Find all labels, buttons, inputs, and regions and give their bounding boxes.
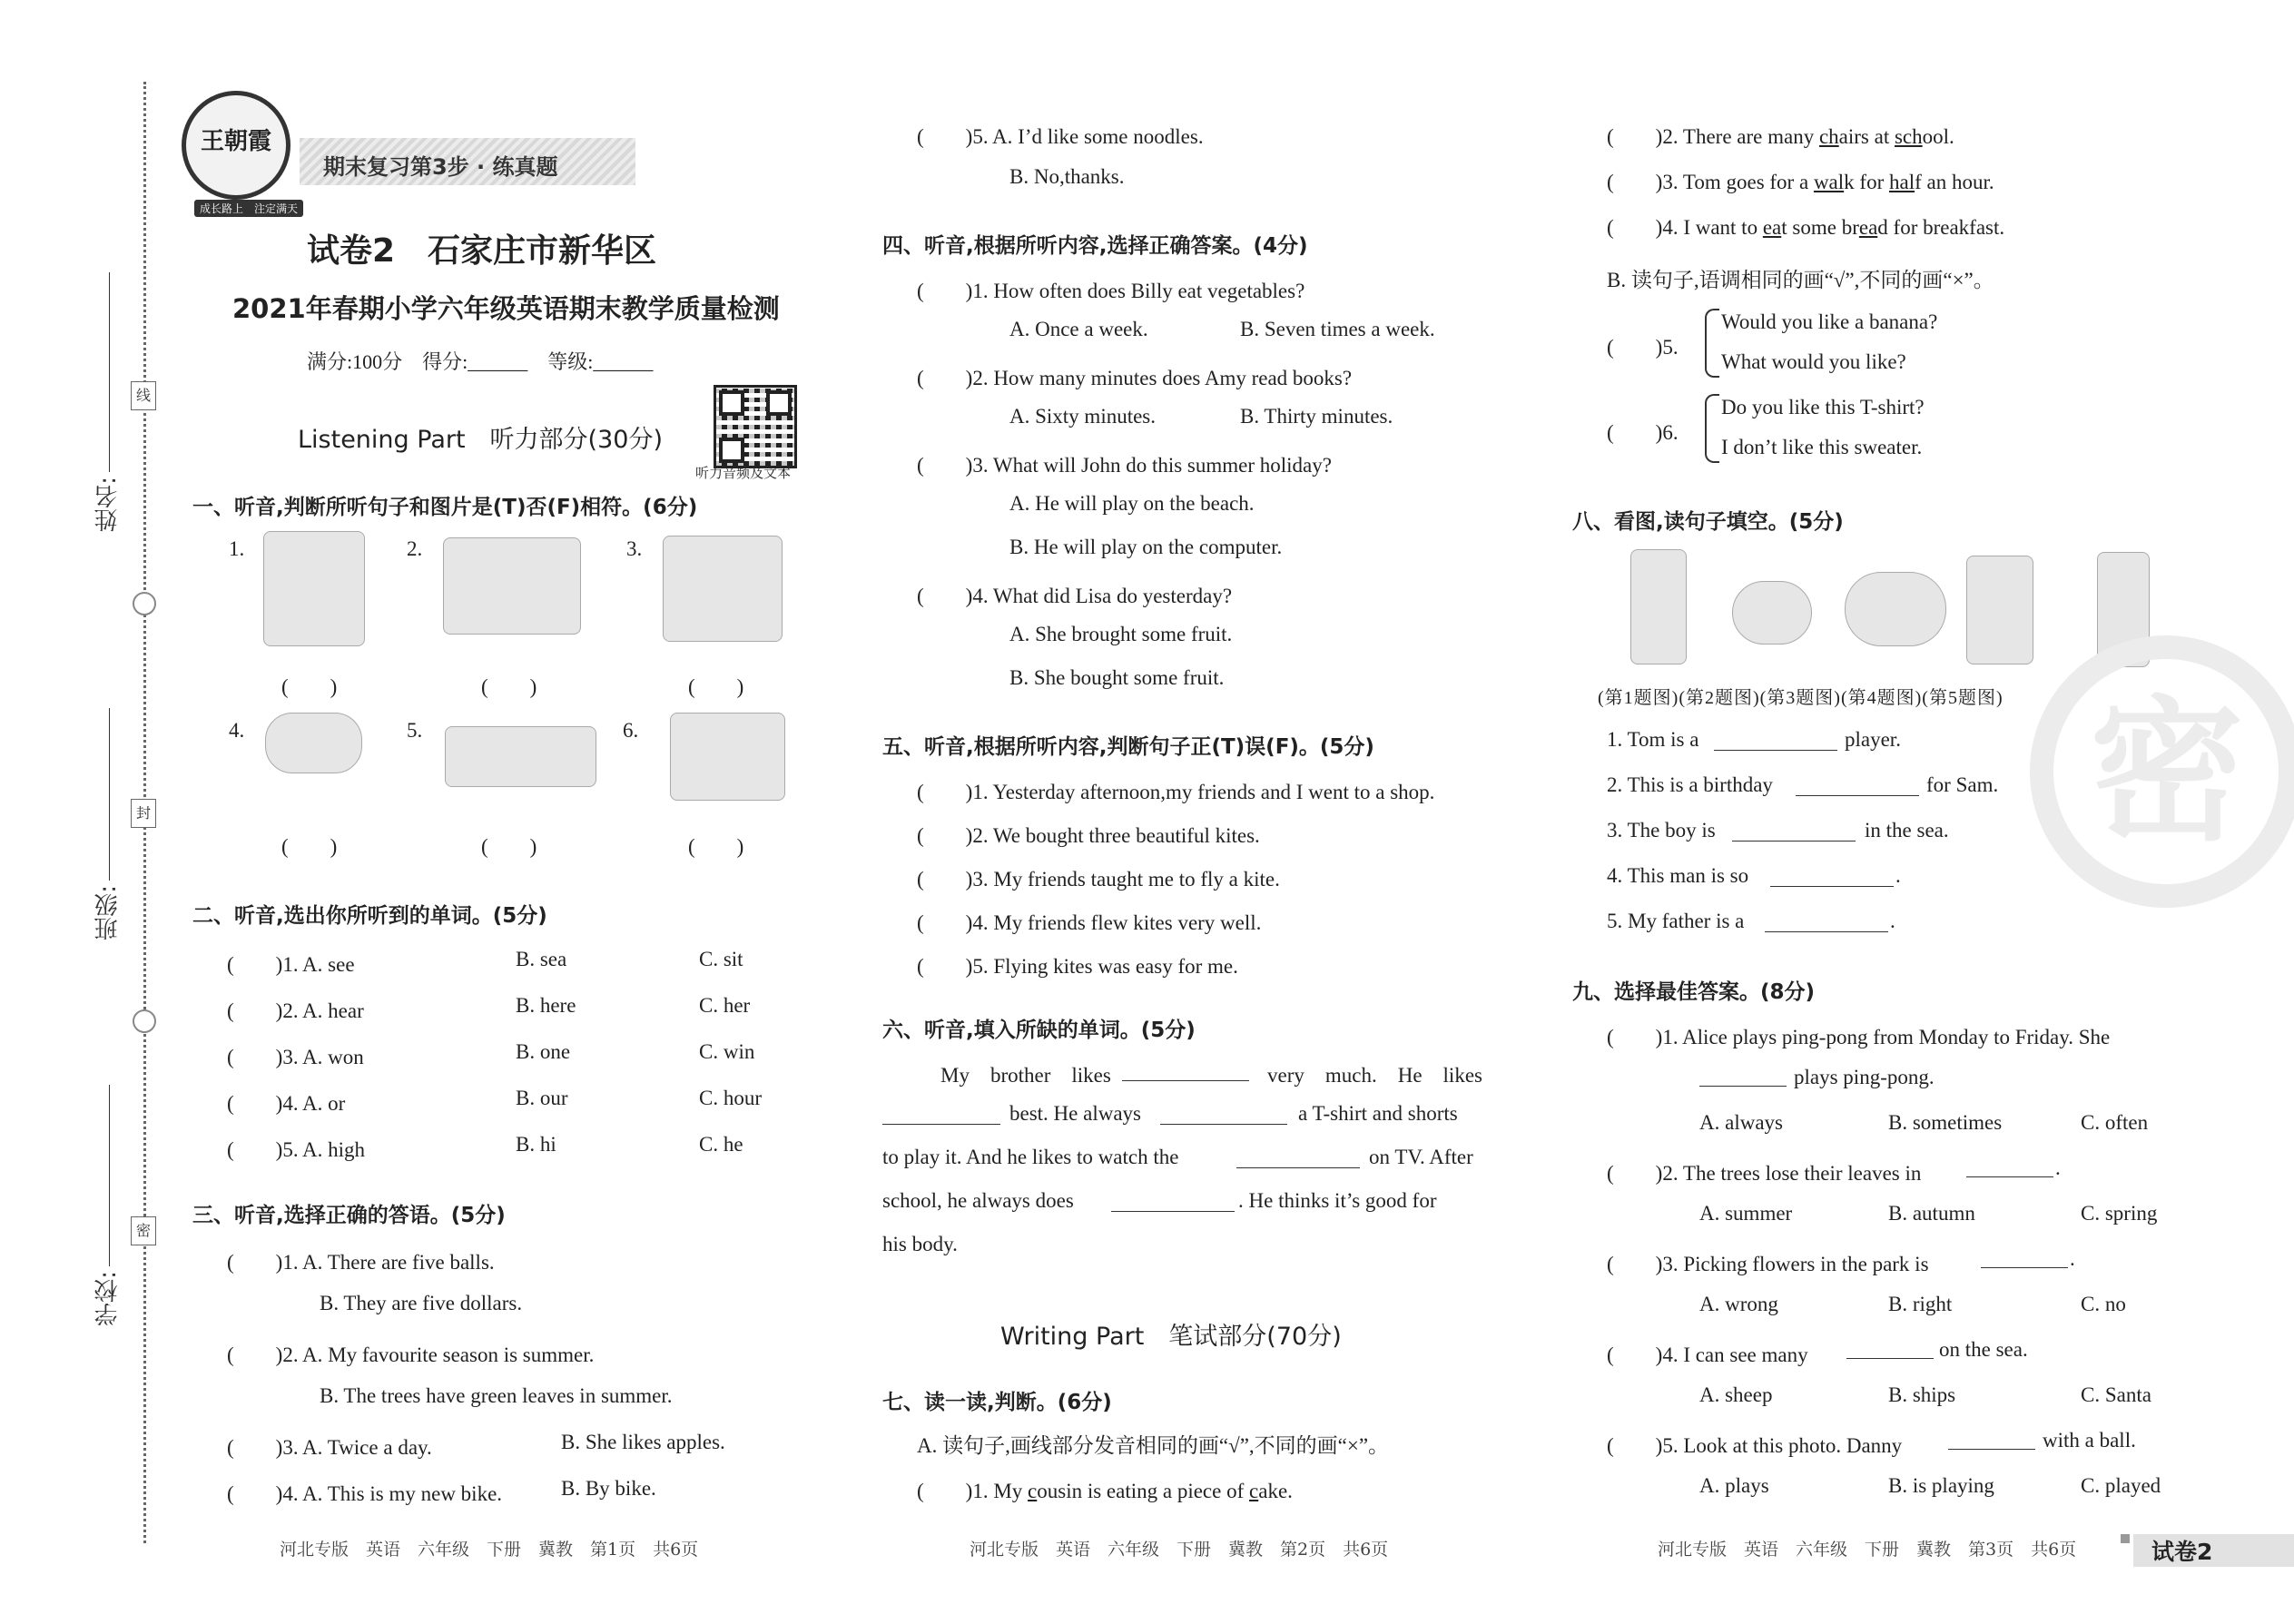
section-1-title: 一、听音,判断所听句子和图片是(T)否(F)相符。(6分) [192,496,698,519]
paper-subtitle: 2021年春期小学六年级英语期末教学质量检测 [232,293,780,324]
watermark-seal-glyph: 密 [2090,683,2245,862]
qr-caption: 听力音频及文本 [695,467,792,481]
footer-page-1: 河北专版 英语 六年级 下册 冀教 第1页 共6页 [280,1540,699,1560]
s4-q4-b: B. She bought some fruit. [1009,666,1225,689]
s6-line4-b: . He thinks it’s good for [1238,1189,1437,1212]
s2-q2-b: B. here [516,994,576,1017]
binding-knot-2 [133,1009,156,1033]
s3-q4[interactable]: ( )4. A. This is my new bike. [227,1482,503,1505]
s9-blank-4[interactable] [1846,1358,1934,1359]
s7-q3[interactable]: ( )3. Tom goes for a walk for half an hour. [1607,171,1994,193]
s8-q5-b: . [1890,910,1895,932]
pic-num-4: 4. [229,719,245,742]
s9-blank-3[interactable] [1981,1267,2068,1268]
s3-q1[interactable]: ( )1. A. There are five balls. [227,1251,495,1274]
s6-blank-3[interactable] [1160,1124,1287,1125]
s8-q4-b: . [1895,864,1901,887]
s9-q1-b: plays ping-pong. [1794,1066,1935,1088]
s9-q1-opt-a: A. always [1699,1111,1783,1134]
s9-q4[interactable]: ( )4. I can see many [1607,1343,1808,1366]
s9-q4-opt-a: A. sheep [1699,1383,1773,1406]
s4-q3-b: B. He will play on the computer. [1009,536,1283,558]
s2-q1-b: B. sea [516,948,567,970]
answer-paren-1[interactable]: ( ) [281,675,338,698]
s2-q4[interactable]: ( )4. A. or [227,1092,346,1115]
picture-strong-man [1966,556,2033,664]
pic-num-2: 2. [407,537,423,560]
s7-q5[interactable]: ( )5. [1607,336,1679,359]
s4-q4[interactable]: ( )4. What did Lisa do yesterday? [917,585,1233,607]
s3-q3[interactable]: ( )3. A. Twice a day. [227,1436,432,1459]
brand-logo [182,91,290,200]
s6-line3-a: to play it. And he likes to watch the [882,1146,1179,1168]
s9-q5[interactable]: ( )5. Look at this photo. Danny [1607,1434,1903,1457]
pic-num-6: 6. [623,719,639,742]
s7-q6-brace [1705,394,1719,463]
s9-q2-opt-b: B. autumn [1888,1202,1975,1225]
s9-q3-end: . [2070,1247,2075,1270]
s4-q3[interactable]: ( )3. What will John do this summer holiday? [917,454,1332,477]
class-field-line [109,708,110,881]
s8-q1-b: player. [1845,728,1901,751]
s8-q1-a: 1. Tom is a [1607,728,1699,751]
s5-q3[interactable]: ( )3. My friends taught me to fly a kite. [917,868,1280,891]
s8-blank-2[interactable] [1796,795,1919,796]
picture-boy-swimming [443,537,581,635]
section-7-title: 七、读一读,判断。(6分) [882,1391,1112,1414]
s3-q2-b: B. The trees have green leaves in summer. [320,1384,673,1407]
seal-mark-1: 线 [131,381,156,410]
s9-q3-opt-a: A. wrong [1699,1293,1778,1315]
s8-q2-b: for Sam. [1926,773,1999,796]
pic-num-3: 3. [626,537,643,560]
s7-q6-b: I don’t like this sweater. [1721,436,1923,458]
s4-q3-a: A. He will play on the beach. [1009,492,1255,515]
s6-blank-2[interactable] [882,1124,1000,1125]
name-label: 姓名: [94,477,122,532]
s5-q5[interactable]: ( )5. Flying kites was easy for me. [917,955,1238,978]
s4-q4-a: A. She brought some fruit. [1009,623,1233,645]
s3-q2[interactable]: ( )2. A. My favourite season is summer. [227,1343,595,1366]
s9-q1[interactable]: ( )1. Alice plays ping-pong from Monday to Friday. She [1607,1026,2111,1048]
s9-q2[interactable]: ( )2. The trees lose their leaves in [1607,1162,1922,1185]
s9-q4-end: on the sea. [1939,1338,2028,1361]
answer-paren-6[interactable]: ( ) [688,835,744,858]
school-label: 学校: [94,1271,122,1326]
answer-paren-4[interactable]: ( ) [281,835,338,858]
section-3-title: 三、听音,选择正确的答语。(5分) [192,1204,506,1227]
s9-q5-opt-c: C. played [2081,1474,2161,1497]
footer-page-3: 河北专版 英语 六年级 下册 冀教 第3页 共6页 [1658,1540,2077,1560]
picture-girl-ball [263,531,365,646]
listening-part-title: Listening Part 听力部分(30分) [298,426,663,454]
s3-q4-b: B. By bike. [561,1477,656,1500]
pic-num-5: 5. [407,719,423,742]
s6-line1-a: My brother likes [940,1064,1111,1087]
s4-q2[interactable]: ( )2. How many minutes does Amy read books? [917,367,1353,389]
seal-mark-3: 密 [131,1216,156,1245]
s7-q6[interactable]: ( )6. [1607,421,1679,444]
s9-q3[interactable]: ( )3. Picking flowers in the park is [1607,1253,1929,1275]
s9-q3-opt-c: C. no [2081,1293,2126,1315]
s2-q5-c: C. he [699,1133,743,1156]
s8-q4-a: 4. This man is so [1607,864,1749,887]
class-label: 班级: [94,885,122,940]
picture-swimming-boy [1845,572,1946,646]
s4-q1[interactable]: ( )1. How often does Billy eat vegetables? [917,280,1305,302]
name-field-line [109,272,110,472]
s9-q2-opt-a: A. summer [1699,1202,1793,1225]
qr-code[interactable] [714,385,797,468]
watermark-seal [2030,635,2294,908]
s7-q2[interactable]: ( )2. There are many chairs at school. [1607,125,1954,148]
s8-blank-5[interactable] [1765,931,1888,932]
answer-paren-3[interactable]: ( ) [688,675,744,698]
s6-line3-b: on TV. After [1369,1146,1473,1168]
s7-b-instruction: B. 读句子,语调相同的画“√”,不同的画“×”。 [1607,269,1994,291]
s9-q5-end: with a ball. [2043,1429,2136,1452]
seal-mark-2: 封 [131,799,156,828]
s8-blank-4[interactable] [1770,886,1894,887]
paper-title: 试卷2 石家庄市新华区 [307,232,657,270]
section-2-title: 二、听音,选出你所听到的单词。(5分) [192,904,547,928]
picture-basketball-player [1630,549,1687,664]
s9-q2-opt-c: C. spring [2081,1202,2158,1225]
s2-q3-b: B. one [516,1040,571,1063]
school-field-line [109,1085,110,1266]
s8-q5-a: 5. My father is a [1607,910,1745,932]
s9-q1-opt-c: C. often [2081,1111,2149,1134]
s6-blank-4[interactable] [1236,1167,1360,1168]
s6-line2-b: a T-shirt and shorts [1298,1102,1458,1125]
s8-picture-captions: (第1题图)(第2题图)(第3题图)(第4题图)(第5题图) [1598,688,2004,708]
s9-q3-opt-b: B. right [1888,1293,1953,1315]
s8-blank-3[interactable] [1732,841,1856,842]
s5-q2[interactable]: ( )2. We bought three beautiful kites. [917,824,1260,847]
picture-cookies [265,713,362,773]
s4-q2-b: B. Thirty minutes. [1240,405,1393,428]
s5-q4[interactable]: ( )4. My friends flew kites very well. [917,911,1262,934]
s9-q5-opt-b: B. is playing [1888,1474,1994,1497]
s2-q3[interactable]: ( )3. A. won [227,1046,364,1068]
section-9-title: 九、选择最佳答案。(8分) [1572,980,1816,1004]
s6-line4-a: school, he always does [882,1189,1074,1212]
s9-q2-end: . [2055,1156,2061,1179]
s9-q5-opt-a: A. plays [1699,1474,1769,1497]
picture-birthday-cake [1732,581,1812,645]
paper-tag: 试卷2 [2151,1539,2213,1565]
logo-text: 王朝霞 [200,128,271,155]
tag-square-mark [2121,1534,2130,1543]
footer-page-2: 河北专版 英语 六年级 下册 冀教 第2页 共6页 [970,1540,1389,1560]
s2-q5[interactable]: ( )5. A. high [227,1138,366,1161]
s2-q4-b: B. our [516,1087,568,1109]
picture-bus [445,726,596,787]
picture-snowman-sun [663,536,783,642]
s7-q4[interactable]: ( )4. I want to eat some bread for breakfast. [1607,216,2005,239]
binding-knot-1 [133,592,156,615]
s2-q1[interactable]: ( )1. A. see [227,953,355,976]
section-5-title: 五、听音,根据所听内容,判断句子正(T)误(F)。(5分) [882,735,1374,759]
s9-q4-opt-c: C. Santa [2081,1383,2151,1406]
s6-blank-1[interactable] [1122,1080,1249,1081]
s8-q2-a: 2. This is a birthday [1607,773,1773,796]
s2-q2-c: C. her [699,994,751,1017]
pic-num-1: 1. [229,537,245,560]
s9-blank-5[interactable] [1948,1449,2035,1450]
banner-text: 期末复习第3步 · 练真题 [323,154,558,180]
s7-q5-b: What would you like? [1721,350,1906,373]
section-8-title: 八、看图,读句子填空。(5分) [1572,510,1844,534]
s7-q5-a: Would you like a banana? [1721,310,1938,333]
answer-paren-2[interactable]: ( ) [481,675,537,698]
s2-q2[interactable]: ( )2. A. hear [227,999,364,1022]
writing-part-title: Writing Part 笔试部分(70分) [1000,1323,1342,1351]
s7-q6-a: Do you like this T-shirt? [1721,396,1925,418]
s3-q5-b: B. No,thanks. [1009,165,1125,188]
s8-q3-a: 3. The boy is [1607,819,1716,842]
s6-line2-a: best. He always [1009,1102,1141,1125]
answer-paren-5[interactable]: ( ) [481,835,537,858]
logo-motto: 成长路上 注定满天 [194,200,303,217]
s9-blank-2[interactable] [1966,1176,2053,1177]
s2-q1-c: C. sit [699,948,743,970]
s3-q5[interactable]: ( )5. A. I’d like some noodles. [917,125,1204,148]
picture-kites-park [670,713,785,801]
s7-q1[interactable]: ( )1. My cousin is eating a piece of cake. [917,1480,1293,1502]
s5-q1[interactable]: ( )1. Yesterday afternoon,my friends and I went to a shop. [917,781,1435,803]
s6-line1-b: very much. He likes [1267,1064,1482,1087]
s2-q5-b: B. hi [516,1133,556,1156]
s7-q5-brace [1705,309,1719,378]
s9-blank-1[interactable] [1699,1086,1787,1087]
s4-q1-a: A. Once a week. [1009,318,1148,340]
s2-q4-c: C. hour [699,1087,762,1109]
s3-q3-b: B. She likes apples. [561,1431,725,1453]
s2-q3-c: C. win [699,1040,755,1063]
s9-q4-opt-b: B. ships [1888,1383,1956,1406]
section-6-title: 六、听音,填入所缺的单词。(5分) [882,1019,1196,1042]
s3-q1-b: B. They are five dollars. [320,1292,523,1314]
section-4-title: 四、听音,根据所听内容,选择正确答案。(4分) [882,234,1308,258]
s4-q2-a: A. Sixty minutes. [1009,405,1157,428]
s8-q3-b: in the sea. [1865,819,1949,842]
s6-blank-5[interactable] [1111,1211,1235,1212]
s9-q1-opt-b: B. sometimes [1888,1111,2003,1134]
s8-blank-1[interactable] [1714,750,1837,751]
s7-a-instruction: A. 读句子,画线部分发音相同的画“√”,不同的画“×”。 [917,1434,1390,1457]
s4-q1-b: B. Seven times a week. [1240,318,1435,340]
score-line: 满分:100分 得分:______ 等级:______ [307,350,654,373]
s6-line5: his body. [882,1233,958,1255]
